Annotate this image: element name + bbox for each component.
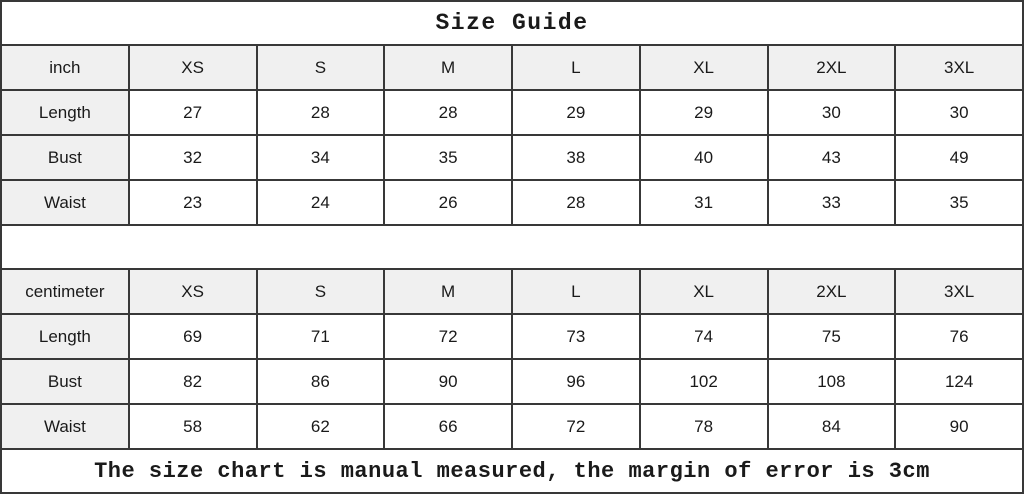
value-cell: 35 [385, 136, 511, 179]
size-header-cell: L [513, 270, 639, 313]
value-cell: 75 [769, 315, 895, 358]
value-cell: 28 [513, 181, 639, 224]
size-header-cell: XL [641, 46, 767, 89]
row-label-cell: Length [2, 91, 128, 134]
row-label-cell: Bust [2, 360, 128, 403]
value-cell: 33 [769, 181, 895, 224]
value-cell: 74 [641, 315, 767, 358]
value-cell: 82 [130, 360, 256, 403]
size-header-cell: XS [130, 46, 256, 89]
value-cell: 108 [769, 360, 895, 403]
value-cell: 35 [896, 181, 1022, 224]
value-cell: 29 [513, 91, 639, 134]
size-header-cell: XS [130, 270, 256, 313]
size-header-cell: 2XL [769, 270, 895, 313]
value-cell: 49 [896, 136, 1022, 179]
value-cell: 24 [258, 181, 384, 224]
value-cell: 72 [513, 405, 639, 448]
value-cell: 73 [513, 315, 639, 358]
value-cell: 102 [641, 360, 767, 403]
value-cell: 40 [641, 136, 767, 179]
value-cell: 29 [641, 91, 767, 134]
value-cell: 66 [385, 405, 511, 448]
value-cell: 31 [641, 181, 767, 224]
value-cell: 28 [385, 91, 511, 134]
value-cell: 96 [513, 360, 639, 403]
value-cell: 26 [385, 181, 511, 224]
value-cell: 30 [896, 91, 1022, 134]
size-header-cell: L [513, 46, 639, 89]
size-header-cell: 3XL [896, 270, 1022, 313]
value-cell: 78 [641, 405, 767, 448]
row-label-cell: Waist [2, 405, 128, 448]
unit-label-centimeter: centimeter [2, 270, 128, 313]
size-header-cell: 2XL [769, 46, 895, 89]
value-cell: 69 [130, 315, 256, 358]
value-cell: 62 [258, 405, 384, 448]
value-cell: 72 [385, 315, 511, 358]
value-cell: 28 [258, 91, 384, 134]
value-cell: 86 [258, 360, 384, 403]
spacer-row [2, 226, 1022, 268]
row-label-cell: Length [2, 315, 128, 358]
row-label-cell: Waist [2, 181, 128, 224]
footer-note: The size chart is manual measured, the margin of error is 3cm [2, 450, 1022, 492]
row-label-cell: Bust [2, 136, 128, 179]
size-header-cell: S [258, 270, 384, 313]
value-cell: 32 [130, 136, 256, 179]
value-cell: 30 [769, 91, 895, 134]
size-header-cell: 3XL [896, 46, 1022, 89]
value-cell: 38 [513, 136, 639, 179]
value-cell: 124 [896, 360, 1022, 403]
size-header-cell: XL [641, 270, 767, 313]
page-title: Size Guide [2, 2, 1022, 44]
value-cell: 34 [258, 136, 384, 179]
value-cell: 27 [130, 91, 256, 134]
value-cell: 90 [385, 360, 511, 403]
value-cell: 90 [896, 405, 1022, 448]
size-header-cell: M [385, 46, 511, 89]
value-cell: 76 [896, 315, 1022, 358]
value-cell: 43 [769, 136, 895, 179]
size-header-cell: M [385, 270, 511, 313]
value-cell: 71 [258, 315, 384, 358]
value-cell: 23 [130, 181, 256, 224]
value-cell: 58 [130, 405, 256, 448]
size-header-cell: S [258, 46, 384, 89]
unit-label-inch: inch [2, 46, 128, 89]
value-cell: 84 [769, 405, 895, 448]
